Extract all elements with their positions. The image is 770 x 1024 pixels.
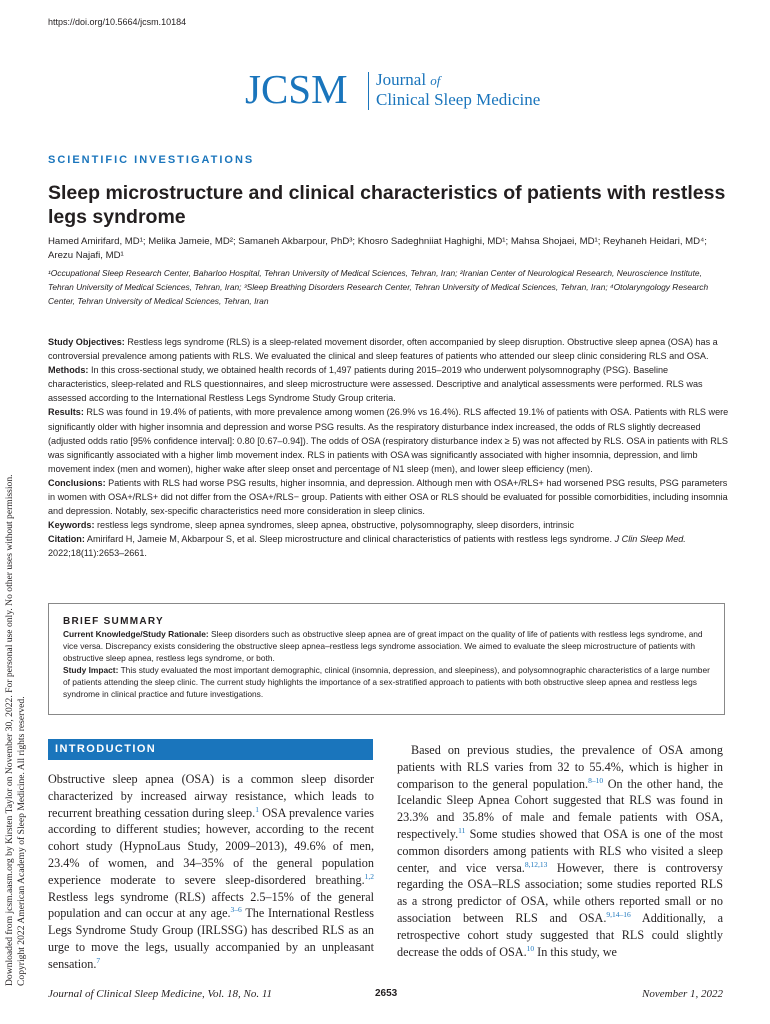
journal-logo	[245, 66, 541, 114]
footer-page-number: 2653	[375, 988, 398, 999]
reference-link[interactable]: 3–6	[230, 905, 242, 915]
intro-paragraph-2: Based on previous studies, the prevalence of OSA among patients with RLS varies from 32 to 55.4%, which is higher in comparison to the general population.$^{8-10}$ On the other hand, the Icelandic Sleep Apnea Cohort suggested that RLS was found in 23.3% and 35.8% of male and female patients with OSA, respectively.$^{11}$ Some studies showed that OSA is one of the most common disorders among patients with RLS who visited a sleep center, and vice versa.$^{8,12,13}$ However, there is controversy regarding the OSA–RLS association; some studies reported RLS as a strong predictor of OSA, while others reported small or no association between RLS and OSA.$^{9,14-16}$ Additionally, a retrospective cohort study suggested that RLS could slightly decrease the odds of OSA.$^{10}$ In this study, we	[397, 743, 723, 959]
doi-link[interactable]: https://doi.org/10.5664/jcsm.10184	[48, 17, 187, 27]
abstract-results: Results: RLS was found in 19.4% of patients, with more prevalence among women (26.9% vs 16.4%). RLS affected 19.1% of patients with OSA. Patients with RLS were significantly older with higher insomnia and depression and worse PSG results. As the respiratory disturbance index increased, the odds of RLS slightly decreased (adjusted odds ratio [95% confidence interval]: 0.80 [0.67–0.94]). The odds of OSA (respiratory disturbance index ≥ 5) was not affected by RLS. OSA in patients with RLS was significantly associated with a higher limb movement index. RLS in patients with OSA was significantly associated with higher insomnia, depression, and limb movement index (men and women), higher wake after sleep onset and percentage of N1 sleep (men), and lower sleep efficiency (men).	[48, 407, 729, 474]
reference-link[interactable]: 1,2	[364, 871, 374, 881]
abstract-objectives: Study Objectives: Restless legs syndrome (RLS) is a sleep-related movement disorder, often accompanied by sleep disruption. Obstructive sleep apnea (OSA) has a controversial prevalence among patients with RLS. We evaluated the clinical and sleep features of patients who attended our sleep clinic considering RLS and OSA.	[48, 337, 718, 362]
reference-link[interactable]: 8–10	[588, 775, 604, 785]
body-column-right	[397, 742, 723, 960]
brief-summary-title: BRIEF SUMMARY	[63, 616, 164, 627]
section-label: SCIENTIFIC INVESTIGATIONS	[48, 154, 255, 166]
intro-paragraph-1: Obstructive sleep apnea (OSA) is a common sleep disorder characterized by increased airway resistance, which leads to recurrent breathing cessation during sleep.$^1$ OSA prevalence varies according to different studies; however, according to the recent cohort study (HypnoLaus Study, 2009–2013), 49.6% of men, 23.4% of women, and 34–35% of the general population experience moderate to severe sleep-disordered breathing.$^{1,2}$ Restless legs syndrome (RLS) affects 2.5–15% of the general population and can occur at any age.$^{3-6}$ The International Restless Legs Syndrome Study Group (IRLSSG) has described RLS as an urge to move the legs, usually accompanied by an unpleasant sensation.$^7$	[48, 772, 374, 971]
reference-link[interactable]: 8,12,13	[524, 859, 548, 869]
reference-link[interactable]: 7	[96, 955, 101, 965]
brief-summary-impact: Study Impact: This study evaluated the most important demographic, clinical (insomnia, depression, and sleepiness), and polysomnographic characteristics of a large number of patients attending the sleep clinic. The current study highlights the importance of a sex-stratified approach to patients with both obstructive sleep apnea and restless legs syndrome in clinical practice and future investigations.	[63, 665, 710, 699]
brief-summary-box	[48, 603, 725, 715]
article-title: Sleep microstructure and clinical characteristics of patients with restless legs syndrome	[48, 182, 726, 228]
logo-journal-line2: Clinical Sleep Medicine	[376, 90, 541, 109]
abstract-citation: Citation: Amirifard H, Jameie M, Akbarpour S, et al. Sleep microstructure and clinical characteristics of patients with restless legs syndrome. J Clin Sleep Med. 2022;18(11):2653–2661.	[48, 534, 686, 559]
logo-journal-line1: Journal of	[376, 70, 441, 89]
reference-link[interactable]: 10	[526, 943, 535, 953]
reference-link[interactable]: 1	[255, 804, 259, 814]
logo-acronym: JCSM	[245, 66, 348, 112]
download-notice-line2: Copyright 2022 American Academy of Sleep Medicine. All rights reserved.	[15, 696, 27, 986]
logo-divider	[368, 72, 369, 110]
abstract-methods: Methods: In this cross-sectional study, we obtained health records of 1,497 patients during 2015–2019 who underwent polysomnography (PSG). Baseline characteristics, sleep-related and RLS questionnaires, and sleep microstructure were assessed. Descriptive and analytical assessments were performed. RLS was assessed according to the International Restless Legs Syndrome Study Group criteria.	[48, 365, 703, 404]
affiliations: ¹Occupational Sleep Research Center, Baharloo Hospital, Tehran University of Medical Sciences, Tehran, Iran; ²Iranian Center of Neurological Research, Neuroscience Institute, Tehran University of Medical Sciences, Tehran, Iran; ³Sleep Breathing Disorders Research Center, Tehran University of Medical Sciences, Tehran, Iran; ⁴Otolaryngology Research Center, Tehran University of Medical Sciences, Tehran, Iran	[48, 268, 709, 306]
footer-journal: Journal of Clinical Sleep Medicine, Vol. 18, No. 11	[48, 988, 273, 1000]
abstract-conclusions: Conclusions: Patients with RLS had worse PSG results, higher insomnia, and depression. Although men with OSA+/RLS+ had worsened PSG results, PSG parameters in women with OSA+/RLS+ did not differ from the OSA+/RLS− group. Patients with either OSA or RLS should be evaluated for possible comorbidities, including insomnia and depression. Notably, sex-specific characteristics need more consideration in sleep clinics.	[48, 477, 728, 517]
download-notice-line1: Downloaded from jcsm.aasm.org by Kirsten Taylor on November 30, 2022. For personal use only. No other uses without permission.	[4, 474, 15, 986]
reference-link[interactable]: 11	[458, 825, 466, 835]
introduction-heading-bar	[48, 739, 373, 760]
brief-summary-rationale: Current Knowledge/Study Rationale: Sleep disorders such as obstructive sleep apnea are of great impact on the quality of life of patients with restless legs syndrome, and vice versa. Discrepancy exists considering the obstructive sleep apnea–restless legs syndrome association. We aimed to evaluate the sleep microstructure of patients with obstructive sleep apnea, restless legs syndrome, or both.	[63, 629, 703, 663]
download-notice	[4, 398, 27, 986]
abstract	[48, 335, 730, 561]
author-list: Hamed Amirifard, MD¹; Melika Jameie, MD²; Samaneh Akbarpour, PhD³; Khosro Sadeghniiat Haghighi, MD¹; Mahsa Shojaei, MD¹; Reyhaneh Heidari, MD⁴; Arezu Najafi, MD¹	[48, 236, 707, 261]
reference-link[interactable]: 9,14–16	[606, 909, 631, 919]
abstract-keywords: Keywords: restless legs syndrome, sleep apnea syndromes, sleep apnea, obstructive, polysomnography, sleep disorders, intrinsic	[48, 520, 575, 531]
body-column-left	[48, 771, 374, 973]
footer-date: November 1, 2022	[642, 988, 723, 1000]
introduction-heading: INTRODUCTION	[55, 743, 157, 755]
